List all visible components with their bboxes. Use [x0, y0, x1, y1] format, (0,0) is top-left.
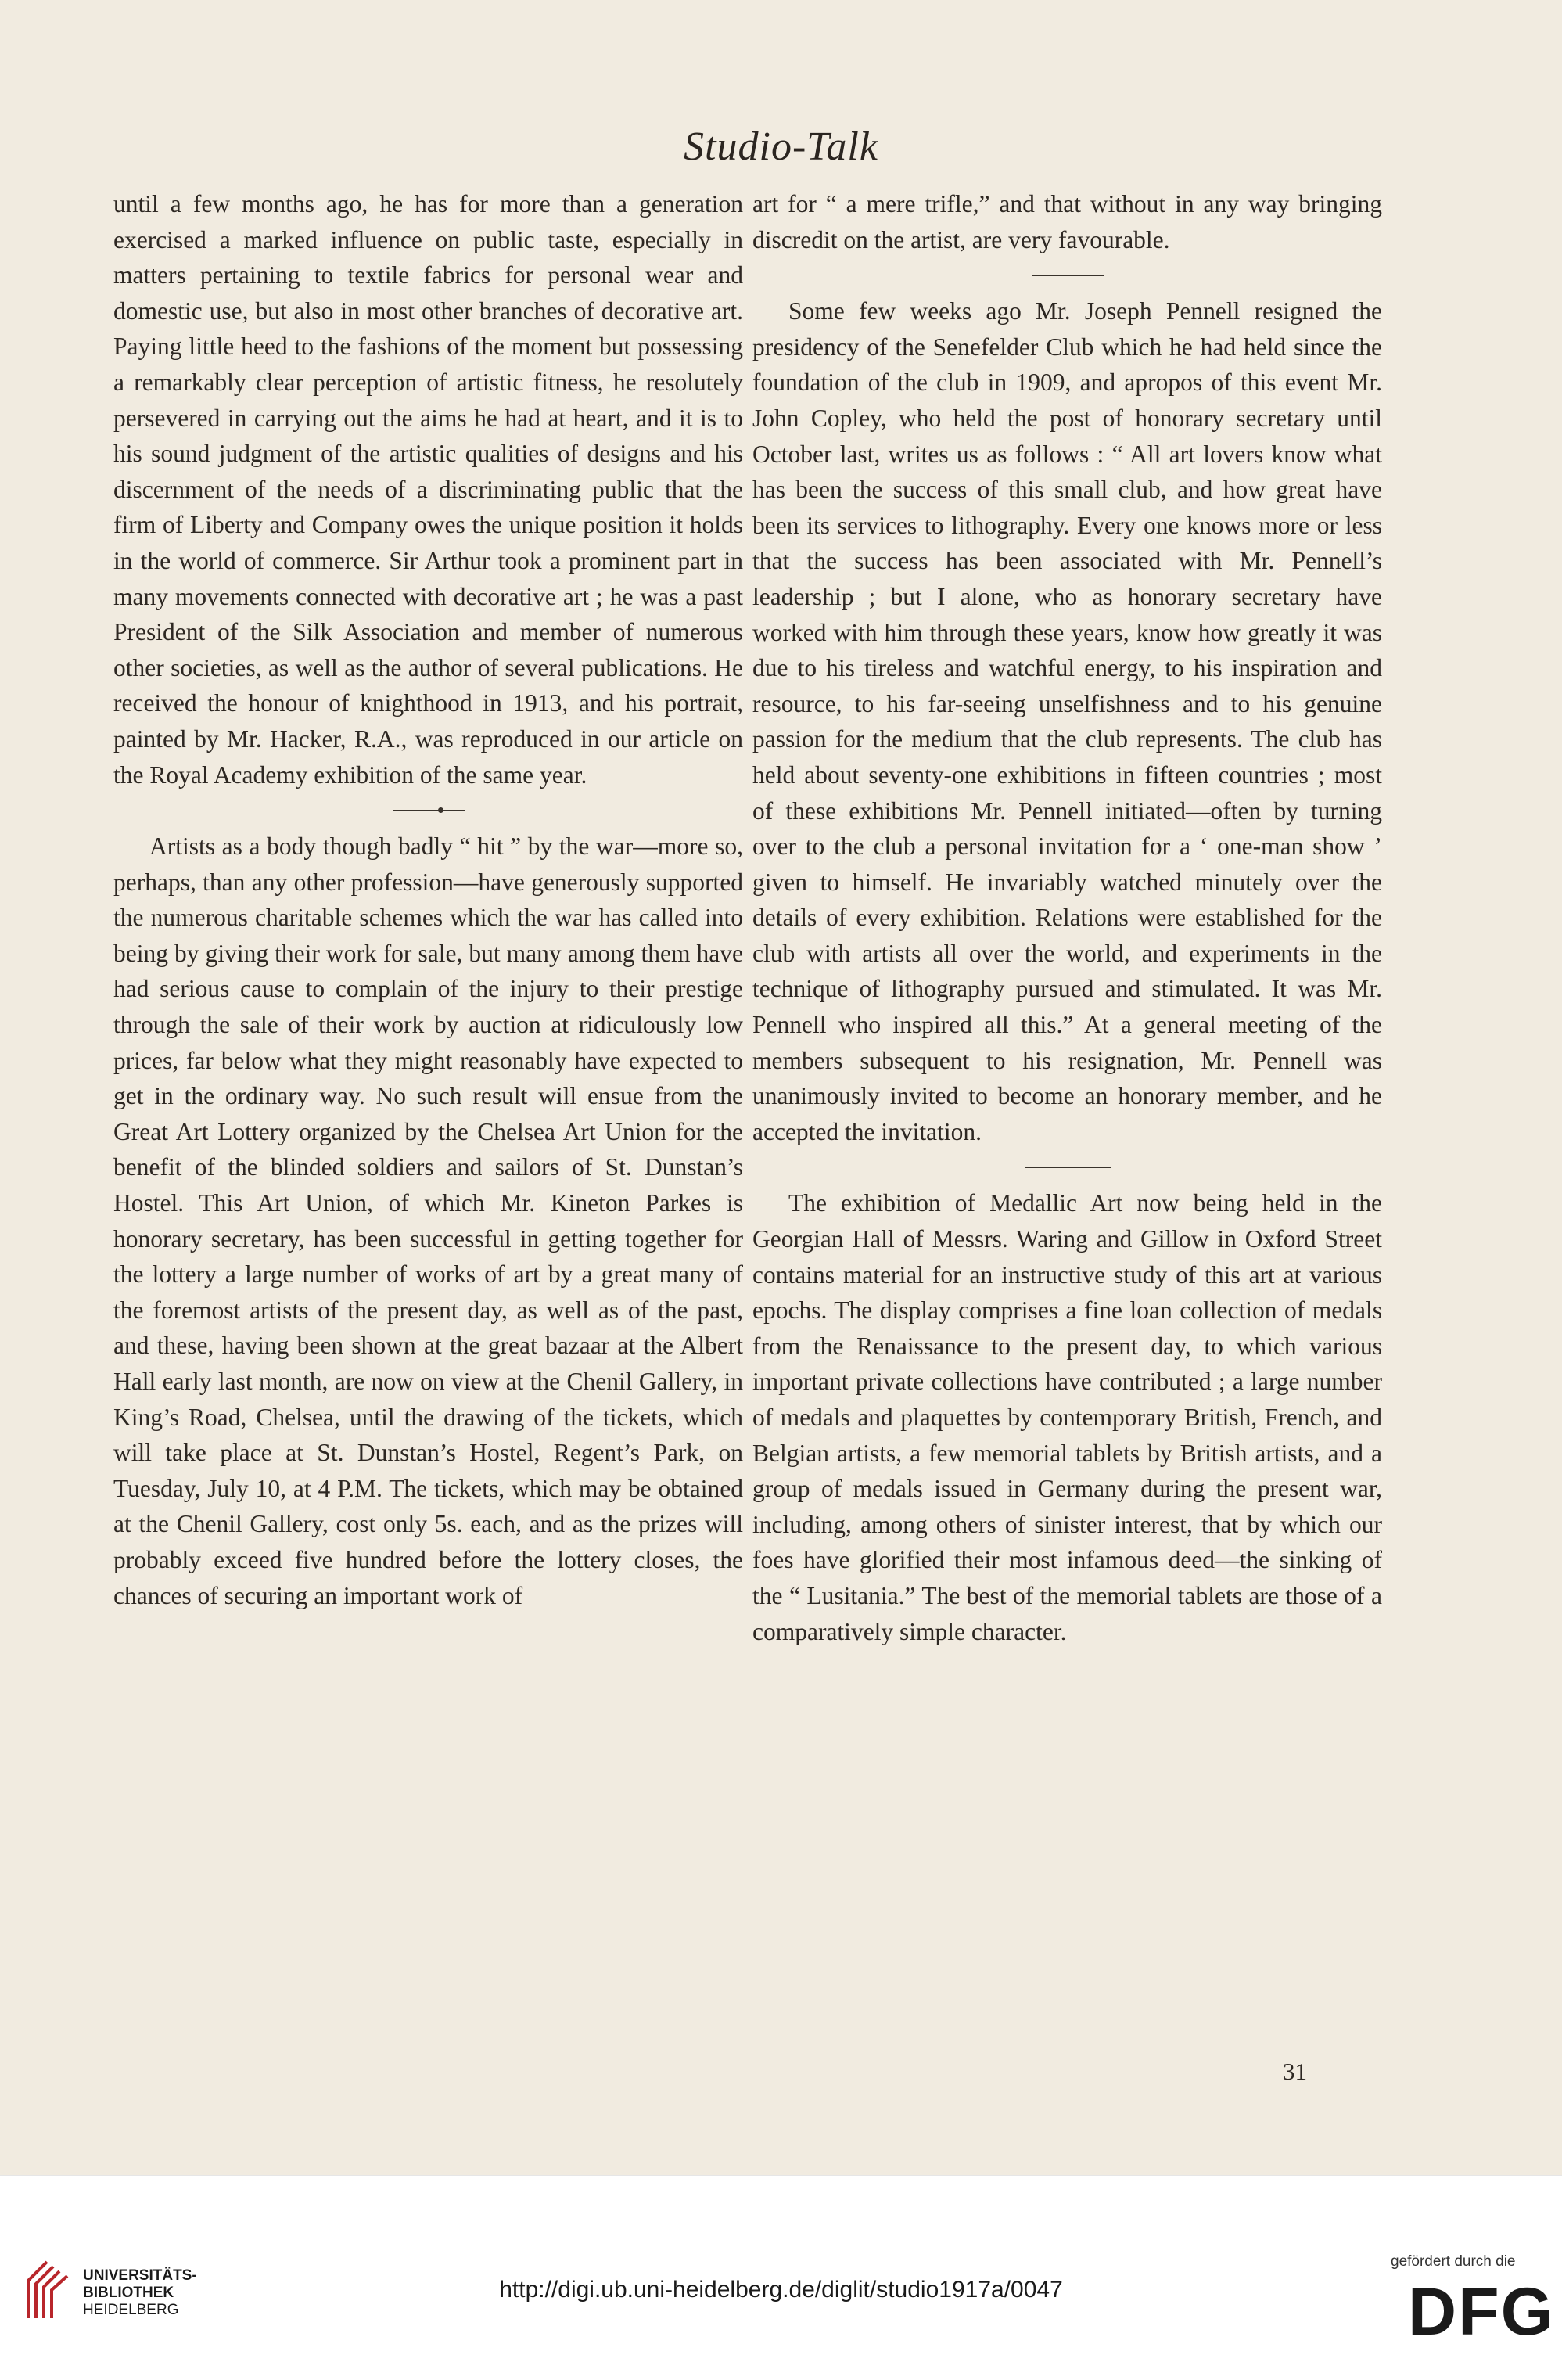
section-divider [752, 1149, 1382, 1185]
paragraph-continuation: art for “ a mere trifle,” and that without in any way bringing discredit on the artist, are very favourable. [752, 190, 1382, 253]
paragraph-art-lottery: Artists as a body though badly “ hit ” by the war—more so, perhaps, than any other profession—have generously supported the numerous charitable schemes which the war has called into being by giving their work for sale, but many among them have had serious cause to complain of the injury to their prestige through the sale of their work by auction at ridiculously low prices, far below what they might reasonably have expected to get in the ordinary way. No such result will ensue from the Great Art Lottery organized by the Chelsea Art Union for the benefit of the blinded soldiers and sailors of St. Dunstan’s Hostel. This Art Union, of which Mr. Kineton Parkes is honorary secretary, has been successful in getting together for the lottery a large number of works of art by a great many of the foremost artists of the present day, as well as of the past, and these, having been shown at the great bazaar at the Albert Hall early last month, are now on view at the Chenil Gallery, in King’s Road, Chelsea, until the drawing of the tickets, which will take place at St. Dunstan’s Hostel, Regent’s Park, on Tuesday, July 10, at 4 P.M. The tickets, which may be obtained at the Chenil Gallery, cost only 5s. each, and as the prizes will probably exceed five hundred before the lottery closes, the chances of securing an important work of [113, 832, 743, 1609]
sponsor-label: gefördert durch die [1391, 2253, 1516, 2270]
section-divider [113, 793, 743, 829]
section-divider [752, 257, 1382, 293]
dfg-logo: DFG [1408, 2274, 1555, 2349]
running-head: Studio-Talk [684, 124, 878, 169]
paragraph-medallic-art: The exhibition of Medallic Art now being held in the Georgian Hall of Messrs. Waring and Gillow in Oxford Street contains material for an instructive study of this art at various epochs. The display comprises a fine loan collection of medals from the Renaissance to the present day, to which various important private collections have contributed ; a large number of medals and plaquettes by contemporary British, French, and Belgian artists, a few memorial tablets by British artists, and a group of medals issued in Germany during the present war, including, among others of sinister interest, that by which our foes have glorified their most infamous deed—the sinking of the “ Lusitania.” The best of the memorial tablets are those of a comparatively simple character. [752, 1189, 1382, 1645]
library-name: UNIVERSITÄTS- BIBLIOTHEK HEIDELBERG [83, 2267, 197, 2318]
paragraph-senefelder-club: Some few weeks ago Mr. Joseph Pennell resigned the presidency of the Senefelder Club which he had held since the foundation of the club in 1909, and apropos of this event Mr. John Copley, who held the post of honorary secretary until October last, writes us as follows : “ All art lovers know what has been the success of this small club, and how great have been its services to lithography. Every one knows more or less that the success has been associated with Mr. Pennell’s leadership ; but I alone, who as honorary secretary have worked with him through these years, know how greatly it was due to his tireless and watchful energy, to his inspiration and resource, to his far-seeing unselfishness and to his genuine passion for the medium that the club represents. The club has held about seventy-one exhibitions in fifteen countries ; most of these exhibitions Mr. Pennell initiated—often by turning over to the club a personal invitation for a ‘ one-man show ’ given to himself. He invariably watched minutely over the details of every exhibition. Relations were established for the club with artists all over the world, and experiments in the technique of lithography pursued and stimulated. It was Mr. Pennell who inspired all this.” At a general meeting of the members subsequent to his resignation, Mr. Pennell was unanimously invited to become an honorary member, and he accepted the invitation. [752, 297, 1382, 1145]
source-url-link[interactable]: http://digi.ub.uni-heidelberg.de/diglit/studio1917a/0047 [499, 2277, 1063, 2303]
paragraph-liberty: until a few months ago, he has for more than a generation exercised a marked influence on public taste, especially in matters pertaining to textile fabrics for personal wear and domestic use, but also in most other branches of decorative art. Paying little heed to the fashions of the moment but possessing a remarkably clear perception of artistic fitness, he resolutely persevered in carrying out the aims he had at heart, and it is to his sound judgment of the artistic qualities of designs and his discernment of the needs of a discriminating public that the firm of Liberty and Company owes the unique position it holds in the world of commerce. Sir Arthur took a prominent part in many movements connected with decorative art ; he was a past President of the Silk Association and member of numerous other societies, as well as the author of several publications. He received the honour of knighthood in 1913, and his portrait, painted by Mr. Hacker, R.A., was reproduced in our article on the Royal Academy exhibition of the same year. [113, 190, 743, 789]
right-column [752, 186, 1382, 1649]
page-number: 31 [1283, 2058, 1307, 2085]
left-column [113, 186, 743, 1613]
